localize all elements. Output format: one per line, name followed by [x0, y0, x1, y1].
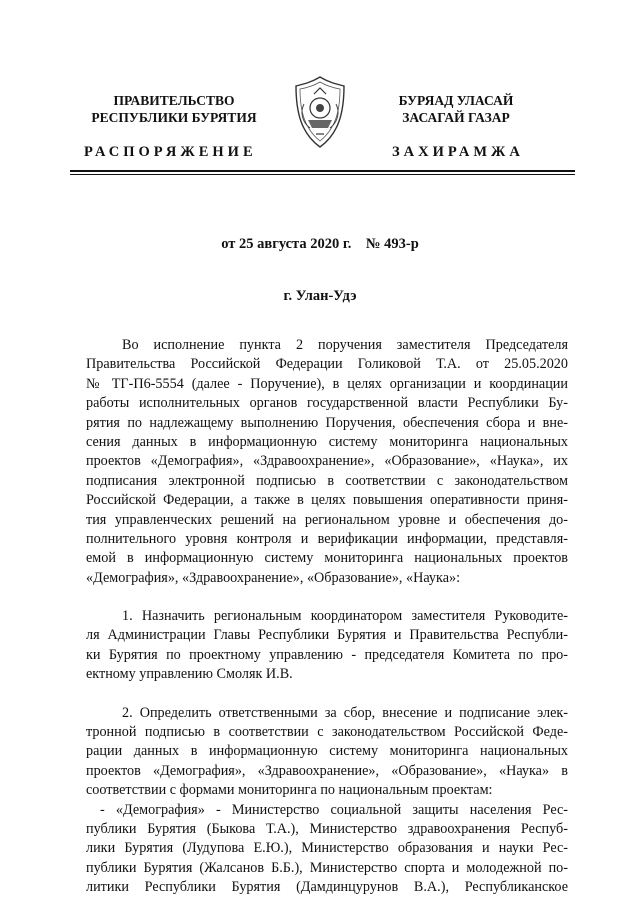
order-city: г. Улан-Удэ	[283, 288, 357, 304]
header-left	[74, 92, 274, 126]
header-rule-thick	[70, 170, 575, 172]
body-line: лики Бурятия (Лудупова Е.Ю.), Министерство образования и науки Рес-	[86, 840, 568, 857]
body-line: тронной подписью в соответствии с законодательством Российской Феде-	[86, 724, 568, 741]
body-line: полнительного уровня контроля и верификации информации, представля-	[86, 530, 568, 547]
body-line: ля Администрации Главы Республики Бурятия и Правительства Республи-	[86, 627, 568, 644]
body-line: подписания электронной подписью в соответствии с законодательством	[86, 472, 568, 489]
document-body	[86, 336, 568, 898]
body-line: Правительства Российской Федерации Голиковой Т.А. от 25.05.2020	[86, 356, 568, 373]
body-line: тия управленческих решений на региональном уровне и обеспечения до-	[86, 511, 568, 528]
body-line: соответствии с формами мониторинга по национальным проектам:	[86, 782, 493, 799]
body-line: работы исполнительных органов государственной власти Республики Бу-	[86, 395, 568, 412]
header-right-line-2: ЗАСАГАЙ ГАЗАР	[402, 110, 510, 125]
paragraph-gap	[86, 685, 568, 704]
body-line: рации данных в информационную систему мониторинга национальных	[86, 743, 568, 760]
body-line: № ТГ-П6-5554 (далее - Поручение), в целях организации и координации	[86, 375, 568, 392]
body-line: Во исполнение пункта 2 поручения заместителя Председателя	[122, 337, 568, 353]
body-line: проектов «Демография», «Здравоохранение», «Образование», «Наука», их	[86, 453, 568, 470]
header-left-line-1: ПРАВИТЕЛЬСТВО	[113, 93, 235, 108]
body-line: литики Республики Бурятия (Дамдинцурунов В.А.), Республиканское	[86, 879, 568, 896]
body-line: 2. Определить ответственными за сбор, внесение и подписание элек-	[122, 704, 568, 721]
body-line: публики Бурятия (Жалсанов Б.Б.), Министерство спорта и молодежной по-	[86, 859, 568, 876]
order-title-bur: ЗАХИРАМЖА	[392, 144, 524, 160]
header-right-line-1: БУРЯАД УЛАСАЙ	[398, 93, 514, 108]
header-right	[356, 92, 556, 126]
order-title-ru: РАСПОРЯЖЕНИЕ	[84, 144, 257, 160]
body-line: сения данных в информационную систему мониторинга национальных	[86, 433, 568, 450]
header-left-line-2: РЕСПУБЛИКИ БУРЯТИЯ	[91, 110, 257, 125]
body-line: ки Бурятия по проектному управлению - председателя Комитета по про-	[86, 646, 568, 663]
body-line: «Демография», «Здравоохранение», «Образование», «Наука»:	[86, 569, 461, 586]
body-line: 1. Назначить региональным координатором заместителя Руководите-	[122, 608, 568, 625]
coat-of-arms-icon	[290, 74, 350, 150]
body-line: публики Бурятия (Быкова Т.А.), Министерство здравоохранения Респуб-	[86, 820, 568, 837]
body-line: ектному управлению Смоляк И.В.	[86, 666, 293, 683]
body-line: емой в информационную систему мониторинга национальных проектов	[86, 550, 568, 567]
body-line: - «Демография» - Министерство социальной защиты населения Рес-	[100, 801, 568, 818]
paragraph-gap	[86, 588, 568, 607]
order-date-number: от 25 августа 2020 г. № 493-р	[221, 236, 419, 252]
body-line: рятия по надлежащему выполнению Поручения, обеспечения сбора и вне-	[86, 414, 568, 431]
header-rule-thin	[70, 174, 575, 175]
body-line: Российской Федерации, а также в целях повышения оперативности приня-	[86, 492, 568, 509]
body-line: проектов «Демография», «Здравоохранение», «Образование», «Наука» в	[86, 762, 568, 779]
